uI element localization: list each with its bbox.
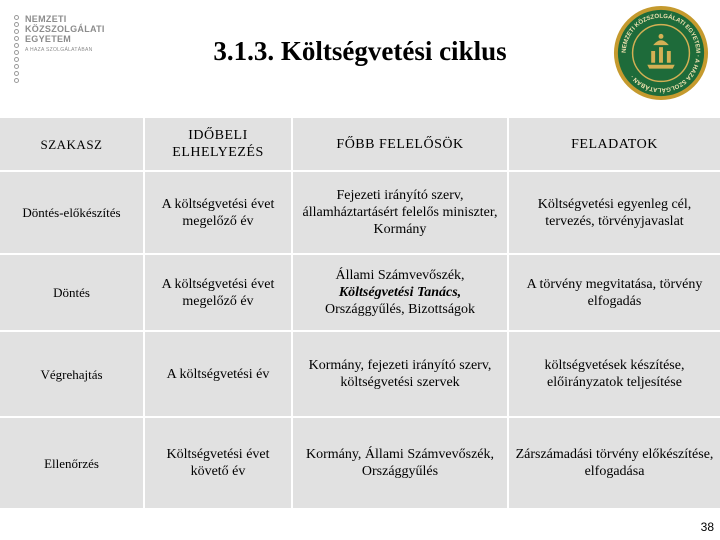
felelos-line-1: Állami Számvevőszék, [335, 268, 465, 283]
header-szakasz: SZAKASZ [0, 118, 144, 171]
cell-feladat: Zárszámadási törvény előkészítése, elfogadása [508, 417, 720, 509]
cell-ido: A költségvetési évet megelőző év [144, 171, 292, 254]
logo-subline: A HAZA SZOLGÁLATÁBAN [25, 47, 93, 53]
cell-felelos: Kormány, Állami Számvevőszék, Országgyűlés [292, 417, 508, 509]
cell-ido: A költségvetési évet megelőző év [144, 254, 292, 331]
cell-felelos: Kormány, fejezeti irányító szerv, költségvetési szervek [292, 331, 508, 417]
page-number: 38 [700, 520, 714, 534]
seal-text: NEMZETI KÖZSZOLGÁLATI EGYETEM · A HAZA SZOLGÁLATÁBAN · [621, 13, 701, 93]
cell-ido: Költségvetési évet követő év [144, 417, 292, 509]
university-seal-icon [612, 4, 710, 102]
cell-feladat: költségvetések készítése, előirányzatok teljesítése [508, 331, 720, 417]
table-row [0, 417, 720, 509]
table-header-row [0, 118, 720, 171]
budget-cycle-table [0, 118, 720, 510]
cell-feladat: A törvény megvitatása, törvény elfogadás [508, 254, 720, 331]
logo-line-1: NEMZETI [25, 14, 67, 24]
logo-line-2: KÖZSZOLGÁLATI [25, 24, 105, 34]
logo-line-3: EGYETEM [25, 34, 72, 44]
page-title: 3.1.3. Költségvetési ciklus [213, 36, 507, 66]
table-row [0, 331, 720, 417]
cell-szakasz: Ellenőrzés [0, 417, 144, 509]
cell-szakasz: Döntés [0, 254, 144, 331]
cell-ido: A költségvetési év [144, 331, 292, 417]
cell-felelos [292, 254, 508, 331]
header-feladatok: FELADATOK [508, 118, 720, 171]
table-row [0, 254, 720, 331]
table-row [0, 171, 720, 254]
header-felelosok: FŐBB FELELŐSÖK [292, 118, 508, 171]
cell-szakasz: Döntés-előkészítés [0, 171, 144, 254]
cell-felelos: Fejezeti irányító szerv, államháztartásért felelős miniszter, Kormány [292, 171, 508, 254]
felelos-line-2: Költségvetési Tanács, [338, 285, 462, 300]
felelos-line-3: Országgyűlés, Bizottságok [324, 302, 476, 317]
cell-szakasz: Végrehajtás [0, 331, 144, 417]
header-idobeli: IDŐBELI ELHELYEZÉS [144, 118, 292, 171]
cell-feladat: Költségvetési egyenleg cél, tervezés, törvényjavaslat [508, 171, 720, 254]
